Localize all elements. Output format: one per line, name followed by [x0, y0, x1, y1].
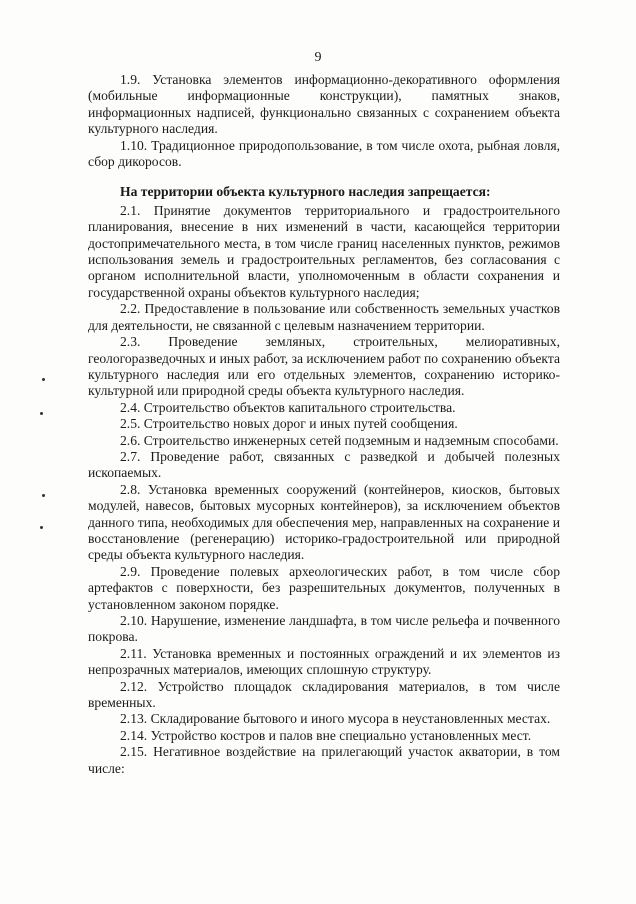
page-number: 9 [314, 50, 322, 65]
paragraph-2-13: 2.13. Складирование бытового и иного мусора в неустановленных местах. [120, 711, 551, 727]
scan-mark [40, 526, 43, 529]
paragraph-2-9: 2.9. Проведение полевых археологических работ, в том числе сбор артефактов с поверхности, без разрешительных документов, полученных в установленном законом порядке. [88, 563, 560, 612]
paragraph-2-12: 2.12. Устройство площадок складирования материалов, в том числе временных. [88, 678, 560, 711]
paragraph-2-14: 2.14. Устройство костров и палов вне специально установленных мест. [120, 727, 532, 743]
paragraph-2-4: 2.4. Строительство объектов капитального строительства. [120, 399, 456, 415]
document-body [88, 72, 560, 777]
paragraph-2-8: 2.8. Установка временных сооружений (контейнеров, киосков, бытовых модулей, навесов, бытовых мусорных контейнеров), за исключением объектов данного типа, необходимых для обеспечения мер, направленных на сохранение и восстановление (регенерацию) историко-градостроительной или природной среды объекта культурного наследия. [88, 481, 560, 563]
paragraph-2-5: 2.5. Строительство новых дорог и иных путей сообщения. [120, 416, 458, 432]
paragraph-2-3: 2.3. Проведение земляных, строительных, мелиоративных, геологоразведочных и иных работ, за исключением работ по сохранению объекта культурного наследия или его отдельных элементов, сохранению историко-культурной или природной среды объекта культурного наследия. [88, 334, 560, 399]
section-heading: На территории объекта культурного наследия запрещается: [120, 184, 491, 200]
paragraph-2-1: 2.1. Принятие документов территориального и градостроительного планирования, внесение в них изменений в части, касающейся территории достопримечательного места, в том числе границ населенных пунктов, режимов использования земель и градостроительных регламентов, без согласования с органом исполнительной власти, уполномоченным в области сохранения и государственной охраны объектов культурного наследия; [88, 202, 560, 300]
paragraph-2-15: 2.15. Негативное воздействие на прилегающий участок акватории, в том числе: [88, 744, 560, 776]
paragraph-2-6: 2.6. Строительство инженерных сетей подземным и надземным способами. [120, 432, 559, 448]
paragraph-1-9: 1.9. Установка элементов информационно-декоративного оформления (мобильные информационные конструкции), памятных знаков, информационных надписей, функционально связанных с сохранением объекта культурного наследия. [88, 72, 560, 137]
paragraph-2-7: 2.7. Проведение работ, связанных с разведкой и добычей полезных ископаемых. [88, 448, 560, 481]
scan-mark [40, 412, 43, 415]
paragraph-2-11: 2.11. Установка временных и постоянных ограждений и их элементов из непрозрачных материалов, имеющих сплошную структуру. [88, 645, 560, 678]
scan-mark [42, 378, 45, 381]
paragraph-2-2: 2.2. Предоставление в пользование или собственность земельных участков для деятельности, не связанной с целевым назначением территории. [88, 301, 560, 333]
paragraph-1-10: 1.10. Традиционное природопользование, в том числе охота, рыбная ловля, сбор дикоросов. [88, 137, 560, 170]
scan-mark [42, 494, 45, 497]
paragraph-2-10: 2.10. Нарушение, изменение ландшафта, в том числе рельефа и почвенного покрова. [88, 613, 560, 645]
